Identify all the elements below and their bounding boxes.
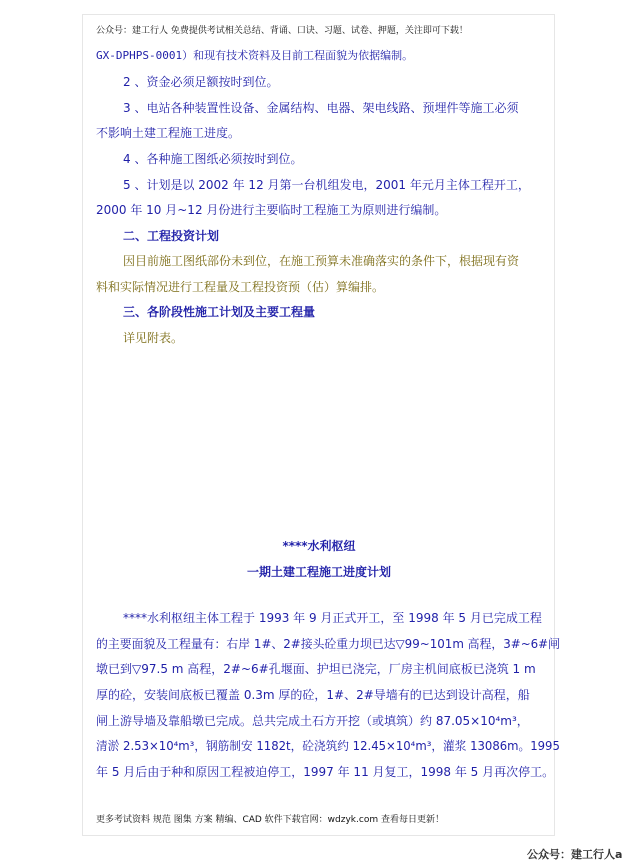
plan-line: ****水利枢纽主体工程于 1993 年 9 月正式开工，至 1998 年 5 月已完成工程 bbox=[123, 611, 542, 625]
plan-title: 一期土建工程施工进度计划 bbox=[246, 565, 391, 579]
body-line: 2 、资金必须足额按时到位。 bbox=[123, 75, 279, 89]
section-heading: 三、各阶段性施工计划及主要工程量 bbox=[123, 305, 316, 319]
project-title: ****水利枢纽 bbox=[282, 539, 356, 553]
body-line: 不影响土建工程施工进度。 bbox=[96, 126, 241, 140]
plan-line: 清淤 2.53×10⁴m³，钢筋制安 1182t，砼浇筑约 12.45×10⁴m³，灌浆 13086m。1995 bbox=[96, 739, 560, 753]
header-note: 公众号：建工行人 免费提供考试相关总结、背诵、口诀、习题、试卷、押题，关注即可下载！ bbox=[96, 26, 468, 36]
body-line: 料和实际情况进行工程量及工程投资预（估）算编排。 bbox=[96, 280, 385, 294]
watermark: 公众号：建工行人a bbox=[527, 848, 623, 861]
plan-line: 厚的砼，安装间底板已覆盖 0.3m 厚的砼，1#、2#导墙有的已达到设计高程，船 bbox=[96, 688, 530, 702]
plan-line: 墩已到▽97.5 m 高程，2#~6#孔堰面、护坦已浇完，厂房主机间底板已浇筑 1 m bbox=[96, 662, 536, 676]
body-line: GX-DPHPS-0001）和现有技术资料及目前工程面貌为依据编制。 bbox=[96, 49, 414, 62]
body-line: 因目前施工图纸部份未到位，在施工预算未准确落实的条件下，根据现有资 bbox=[123, 254, 520, 268]
section-heading: 二、工程投资计划 bbox=[123, 229, 220, 243]
footer-note: 更多考试资料 规范 图集 方案 精编、CAD 软件下载官网：wdzyk.com 查看每日更新！ bbox=[96, 815, 444, 825]
plan-line: 年 5 月后由于种和原因工程被迫停工，1997 年 11 月复工，1998 年 5 月再次停工。 bbox=[96, 765, 555, 779]
body-line: 4 、各种施工图纸必须按时到位。 bbox=[123, 152, 303, 166]
plan-line: 的主要面貌及工程量有：右岸 1#、2#接头砼重力坝已达▽99~101m 高程，3#~6#闸 bbox=[96, 637, 560, 651]
body-line: 3 、电站各种装置性设备、金属结构、电器、架电线路、预埋件等施工必须 bbox=[123, 101, 519, 115]
body-line: 5 、计划是以 2002 年 12 月第一台机组发电，2001 年元月主体工程开工， bbox=[123, 178, 530, 192]
body-line: 2000 年 10 月~12 月份进行主要临时工程施工为原则进行编制。 bbox=[96, 203, 447, 217]
plan-line: 闸上游导墙及靠船墩已完成。总共完成土石方开挖（或填筑）约 87.05×10⁴m³， bbox=[96, 714, 529, 728]
body-line: 详见附表。 bbox=[123, 331, 184, 345]
